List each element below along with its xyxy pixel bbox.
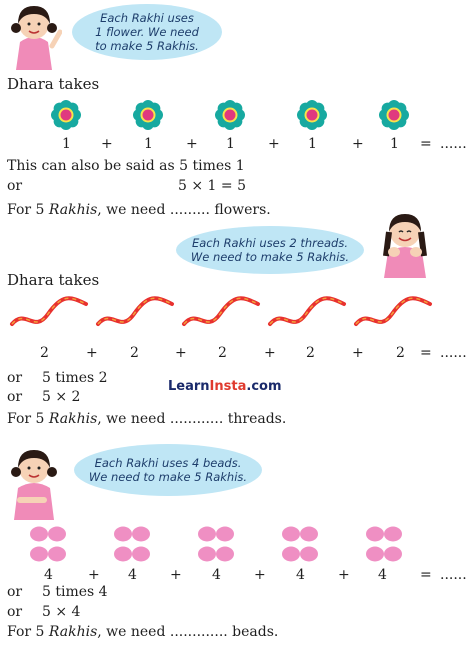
speech-bubble-1 (72, 4, 222, 60)
bead-group-icon (282, 527, 318, 562)
question-flowers (7, 202, 271, 218)
sum-2-op-3: + (264, 345, 276, 361)
or-label-2a: or (7, 370, 23, 386)
multiply-line-1: 5 × 1 = 5 (178, 178, 246, 194)
sum-3-term-3: 4 (212, 567, 221, 583)
watermark-part-2: Insta (209, 379, 247, 394)
sum-1-op-4: + (352, 136, 364, 152)
watermark-part-3: .com (246, 379, 282, 394)
bubble-3-line-2: We need to make 5 Rakhis. (88, 470, 248, 484)
flower-icon (215, 100, 245, 130)
sum-2-blank: ...... (440, 345, 467, 361)
rakhi-thread-icons-row (0, 290, 474, 338)
question-2-item: Rakhis (48, 411, 98, 427)
sum-1-term-5: 1 (390, 136, 399, 152)
dhara-takes-2: Dhara takes (7, 271, 100, 289)
or-label-3a: or (7, 584, 23, 600)
girl-illustration-1 (6, 2, 62, 70)
sum-3-op-3: + (254, 567, 266, 583)
or-label-1: or (7, 178, 23, 194)
sum-1-op-3: + (268, 136, 280, 152)
bubble-3-line-1: Each Rakhi uses 4 beads. (94, 456, 242, 470)
sum-3-term-1: 4 (44, 567, 53, 583)
bead-group-icon (366, 527, 402, 562)
rakhi-thread-icon (12, 298, 86, 324)
sum-2-term-1: 2 (40, 345, 49, 361)
multiply-line-3: 5 × 4 (42, 604, 81, 620)
watermark-part-1: Learn (168, 379, 210, 394)
bead-group-icon (30, 527, 66, 562)
bubble-1-line-1: Each Rakhi uses (100, 11, 194, 25)
dhara-takes-1: Dhara takes (7, 75, 100, 93)
times-line-3: 5 times 4 (42, 584, 108, 600)
sum-1-op-1: + (101, 136, 113, 152)
girl-illustration-3 (6, 444, 62, 520)
question-3-pre: For 5 (7, 624, 49, 640)
bubble-2-line-1: Each Rakhi uses 2 threads. (191, 236, 348, 250)
sum-2-term-4: 2 (306, 345, 315, 361)
sum-1-term-3: 1 (226, 136, 235, 152)
speech-bubble-3 (74, 444, 262, 496)
multiply-line-2: 5 × 2 (42, 389, 81, 405)
bead-sum-row (0, 567, 474, 583)
sum-1-term-4: 1 (308, 136, 317, 152)
sum-1-op-2: + (186, 136, 198, 152)
sum-3-term-5: 4 (378, 567, 387, 583)
sum-2-op-1: + (86, 345, 98, 361)
rakhi-thread-icon (270, 298, 344, 324)
sum-2-term-2: 2 (130, 345, 139, 361)
rakhi-thread-icon (184, 298, 258, 324)
bead-icons-row (0, 522, 474, 566)
flower-icon (379, 100, 409, 130)
bead-group-icon (114, 527, 150, 562)
flower-icon (297, 100, 327, 130)
sum-2-op-2: + (175, 345, 187, 361)
question-beads (7, 624, 278, 640)
question-3-post: , we need ............. beads. (97, 624, 279, 640)
or-label-2b: or (7, 389, 23, 405)
bubble-2-line-2: We need to make 5 Rakhis. (190, 250, 350, 264)
sum-1-term-1: 1 (62, 136, 71, 152)
question-1-item: Rakhis (48, 202, 98, 218)
sum-3-op-4: + (338, 567, 350, 583)
sum-3-op-1: + (88, 567, 100, 583)
flower-icon (51, 100, 81, 130)
bubble-1-line-2: 1 flower. We need (95, 25, 199, 39)
sum-2-op-4: + (352, 345, 364, 361)
sum-2-term-5: 2 (396, 345, 405, 361)
question-1-post: , we need ......... flowers. (97, 202, 271, 218)
bubble-1-line-3: to make 5 Rakhis. (95, 39, 199, 53)
question-threads (7, 411, 286, 427)
flower-sum-row (0, 136, 474, 152)
question-2-post: , we need ............ threads. (97, 411, 287, 427)
sum-1-blank: ...... (440, 136, 467, 152)
speech-bubble-2 (176, 226, 364, 274)
flower-icon (133, 100, 163, 130)
question-3-item: Rakhis (48, 624, 98, 640)
sum-1-equals: = (420, 136, 432, 152)
bead-group-icon (198, 527, 234, 562)
sum-3-term-2: 4 (128, 567, 137, 583)
rakhi-thread-icon (98, 298, 172, 324)
sum-3-blank: ...... (440, 567, 467, 583)
line-times-1: This can also be said as 5 times 1 (7, 158, 245, 174)
sum-3-op-2: + (170, 567, 182, 583)
flower-icons-row (0, 98, 474, 132)
learninsta-watermark (168, 379, 282, 394)
sum-3-term-4: 4 (296, 567, 305, 583)
sum-1-term-2: 1 (144, 136, 153, 152)
rakhi-thread-icon (356, 298, 430, 324)
sum-3-equals: = (420, 567, 432, 583)
or-label-3b: or (7, 604, 23, 620)
sum-2-equals: = (420, 345, 432, 361)
question-2-pre: For 5 (7, 411, 49, 427)
sum-2-term-3: 2 (218, 345, 227, 361)
times-line-2: 5 times 2 (42, 370, 108, 386)
thread-sum-row (0, 345, 474, 361)
girl-illustration-2 (374, 206, 436, 278)
question-1-pre: For 5 (7, 202, 49, 218)
